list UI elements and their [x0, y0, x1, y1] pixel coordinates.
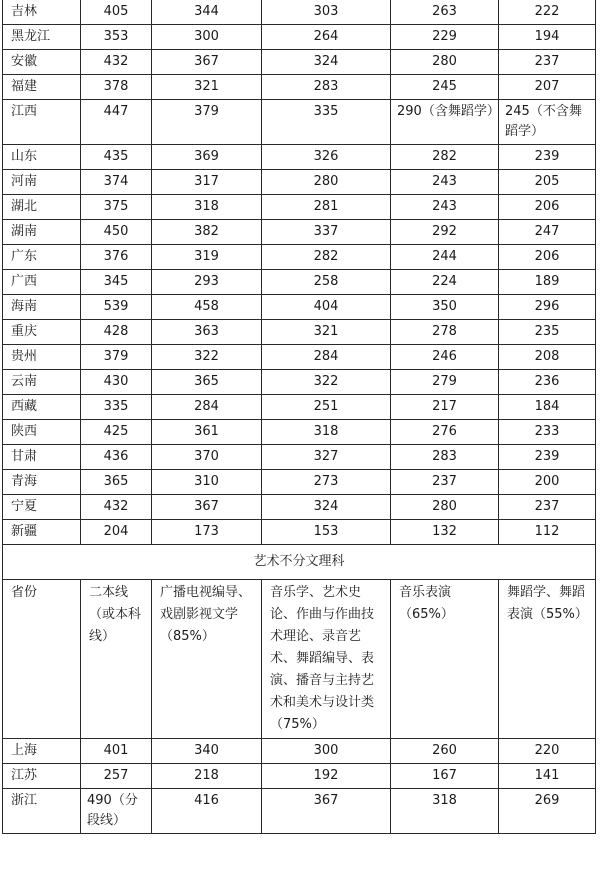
- score-cell: 264: [262, 25, 391, 50]
- province-cell: 浙江: [3, 789, 81, 834]
- score-cell: 369: [152, 145, 262, 170]
- province-cell: 甘肃: [3, 445, 81, 470]
- province-cell: 吉林: [3, 0, 81, 25]
- table-row: [3, 345, 596, 370]
- score-cell: 318: [391, 789, 499, 834]
- province-cell: 贵州: [3, 345, 81, 370]
- table-row: [3, 25, 596, 50]
- table-row: [3, 75, 596, 100]
- section-row: [3, 545, 596, 580]
- score-cell: 246: [391, 345, 499, 370]
- score-cell: 233: [499, 420, 596, 445]
- table-row: [3, 470, 596, 495]
- province-cell: 云南: [3, 370, 81, 395]
- score-cell: 184: [499, 395, 596, 420]
- score-cell: 284: [262, 345, 391, 370]
- score-cell: 194: [499, 25, 596, 50]
- score-cell: 260: [391, 739, 499, 764]
- table-row: [3, 370, 596, 395]
- score-cell: 220: [499, 739, 596, 764]
- score-cell: 243: [391, 170, 499, 195]
- header-body: [3, 580, 596, 739]
- table-row: [3, 495, 596, 520]
- score-cell: 257: [81, 764, 152, 789]
- score-cell: 539: [81, 295, 152, 320]
- score-cell: 353: [81, 25, 152, 50]
- score-cell: 367: [152, 495, 262, 520]
- score-table-bottom-body: [3, 739, 596, 834]
- header-tier2-line: 二本线（或本科线）: [81, 580, 152, 739]
- score-cell: 363: [152, 320, 262, 345]
- province-cell: 江苏: [3, 764, 81, 789]
- score-cell: 247: [499, 220, 596, 245]
- score-cell: 428: [81, 320, 152, 345]
- score-cell: 430: [81, 370, 152, 395]
- score-cell: 317: [152, 170, 262, 195]
- score-cell: 458: [152, 295, 262, 320]
- table-row: [3, 245, 596, 270]
- score-cell: 425: [81, 420, 152, 445]
- table-row: [3, 395, 596, 420]
- score-cell: 436: [81, 445, 152, 470]
- province-cell: 宁夏: [3, 495, 81, 520]
- header-row: [3, 580, 596, 739]
- score-cell: 401: [81, 739, 152, 764]
- score-cell: 245（不含舞蹈学）: [499, 100, 596, 145]
- score-table: [2, 0, 596, 834]
- score-cell: 290（含舞蹈学）: [391, 100, 499, 145]
- score-table-top-body: [3, 0, 596, 545]
- province-cell: 湖南: [3, 220, 81, 245]
- table-row: [3, 270, 596, 295]
- table-row: [3, 445, 596, 470]
- score-cell: 235: [499, 320, 596, 345]
- score-cell: 335: [262, 100, 391, 145]
- score-cell: 206: [499, 245, 596, 270]
- score-cell: 280: [391, 495, 499, 520]
- score-cell: 218: [152, 764, 262, 789]
- score-cell: 200: [499, 470, 596, 495]
- section-title: 艺术不分文理科: [3, 545, 596, 580]
- score-cell: 361: [152, 420, 262, 445]
- score-cell: 217: [391, 395, 499, 420]
- score-cell: 269: [499, 789, 596, 834]
- score-cell: 450: [81, 220, 152, 245]
- score-cell: 350: [391, 295, 499, 320]
- score-cell: 321: [152, 75, 262, 100]
- score-cell: 326: [262, 145, 391, 170]
- province-cell: 重庆: [3, 320, 81, 345]
- score-cell: 283: [262, 75, 391, 100]
- province-cell: 广西: [3, 270, 81, 295]
- score-cell: 435: [81, 145, 152, 170]
- score-cell: 224: [391, 270, 499, 295]
- score-cell: 318: [152, 195, 262, 220]
- score-cell: 382: [152, 220, 262, 245]
- score-cell: 321: [262, 320, 391, 345]
- score-cell: 239: [499, 145, 596, 170]
- score-cell: 282: [391, 145, 499, 170]
- province-cell: 广东: [3, 245, 81, 270]
- province-cell: 青海: [3, 470, 81, 495]
- table-row: [3, 170, 596, 195]
- score-cell: 206: [499, 195, 596, 220]
- header-music-performance: 音乐表演（65%）: [391, 580, 499, 739]
- score-cell: 237: [499, 50, 596, 75]
- table-row: [3, 0, 596, 25]
- score-cell: 344: [152, 0, 262, 25]
- score-cell: 278: [391, 320, 499, 345]
- score-cell: 337: [262, 220, 391, 245]
- score-cell: 282: [262, 245, 391, 270]
- score-cell: 283: [391, 445, 499, 470]
- score-cell: 243: [391, 195, 499, 220]
- score-cell: 405: [81, 0, 152, 25]
- score-cell: 236: [499, 370, 596, 395]
- table-row: [3, 145, 596, 170]
- province-cell: 湖北: [3, 195, 81, 220]
- province-cell: 黑龙江: [3, 25, 81, 50]
- score-cell: 205: [499, 170, 596, 195]
- province-cell: 福建: [3, 75, 81, 100]
- score-cell: 365: [81, 470, 152, 495]
- score-cell: 404: [262, 295, 391, 320]
- province-cell: 新疆: [3, 520, 81, 545]
- score-cell: 432: [81, 50, 152, 75]
- score-cell: 345: [81, 270, 152, 295]
- score-cell: 207: [499, 75, 596, 100]
- score-cell: 367: [262, 789, 391, 834]
- score-cell: 112: [499, 520, 596, 545]
- province-cell: 西藏: [3, 395, 81, 420]
- table-row: [3, 320, 596, 345]
- score-cell: 376: [81, 245, 152, 270]
- table-row: [3, 739, 596, 764]
- province-cell: 陕西: [3, 420, 81, 445]
- score-cell: 239: [499, 445, 596, 470]
- score-cell: 300: [262, 739, 391, 764]
- score-cell: 263: [391, 0, 499, 25]
- header-province: 省份: [3, 580, 81, 739]
- score-cell: 141: [499, 764, 596, 789]
- score-cell: 490（分段线）: [81, 789, 152, 834]
- score-cell: 153: [262, 520, 391, 545]
- score-cell: 416: [152, 789, 262, 834]
- score-cell: 367: [152, 50, 262, 75]
- score-cell: 167: [391, 764, 499, 789]
- score-cell: 374: [81, 170, 152, 195]
- score-cell: 379: [81, 345, 152, 370]
- province-cell: 海南: [3, 295, 81, 320]
- score-cell: 303: [262, 0, 391, 25]
- score-cell: 370: [152, 445, 262, 470]
- score-cell: 324: [262, 495, 391, 520]
- score-cell: 132: [391, 520, 499, 545]
- score-cell: 310: [152, 470, 262, 495]
- score-cell: 379: [152, 100, 262, 145]
- score-cell: 284: [152, 395, 262, 420]
- score-cell: 237: [499, 495, 596, 520]
- table-row: [3, 50, 596, 75]
- score-cell: 189: [499, 270, 596, 295]
- section-divider: [3, 545, 596, 580]
- score-cell: 229: [391, 25, 499, 50]
- province-cell: 江西: [3, 100, 81, 145]
- score-cell: 322: [152, 345, 262, 370]
- score-cell: 279: [391, 370, 499, 395]
- score-cell: 280: [262, 170, 391, 195]
- score-cell: 245: [391, 75, 499, 100]
- score-cell: 192: [262, 764, 391, 789]
- score-cell: 322: [262, 370, 391, 395]
- table-row: [3, 100, 596, 145]
- header-dance: 舞蹈学、舞蹈表演（55%）: [499, 580, 596, 739]
- score-cell: 300: [152, 25, 262, 50]
- score-cell: 276: [391, 420, 499, 445]
- table-row: [3, 520, 596, 545]
- province-cell: 山东: [3, 145, 81, 170]
- score-cell: 340: [152, 739, 262, 764]
- score-cell: 432: [81, 495, 152, 520]
- score-cell: 447: [81, 100, 152, 145]
- score-cell: 208: [499, 345, 596, 370]
- province-cell: 安徽: [3, 50, 81, 75]
- score-cell: 251: [262, 395, 391, 420]
- score-cell: 378: [81, 75, 152, 100]
- score-cell: 375: [81, 195, 152, 220]
- table-row: [3, 195, 596, 220]
- score-cell: 281: [262, 195, 391, 220]
- table-row: [3, 420, 596, 445]
- table-row: [3, 295, 596, 320]
- score-cell: 173: [152, 520, 262, 545]
- score-cell: 335: [81, 395, 152, 420]
- province-cell: 河南: [3, 170, 81, 195]
- score-cell: 293: [152, 270, 262, 295]
- score-cell: 280: [391, 50, 499, 75]
- score-cell: 318: [262, 420, 391, 445]
- score-cell: 365: [152, 370, 262, 395]
- score-cell: 327: [262, 445, 391, 470]
- score-cell: 258: [262, 270, 391, 295]
- table-row: [3, 764, 596, 789]
- header-music-art-theory: 音乐学、艺术史论、作曲与作曲技术理论、录音艺术、舞蹈编导、表演、播音与主持艺术和美术与设计类（75%）: [262, 580, 391, 739]
- header-broadcast-directing: 广播电视编导、戏剧影视文学（85%）: [152, 580, 262, 739]
- score-cell: 237: [391, 470, 499, 495]
- score-cell: 296: [499, 295, 596, 320]
- score-cell: 273: [262, 470, 391, 495]
- score-cell: 324: [262, 50, 391, 75]
- score-cell: 204: [81, 520, 152, 545]
- table-row: [3, 789, 596, 834]
- score-cell: 319: [152, 245, 262, 270]
- score-cell: 292: [391, 220, 499, 245]
- province-cell: 上海: [3, 739, 81, 764]
- score-cell: 222: [499, 0, 596, 25]
- table-row: [3, 220, 596, 245]
- score-cell: 244: [391, 245, 499, 270]
